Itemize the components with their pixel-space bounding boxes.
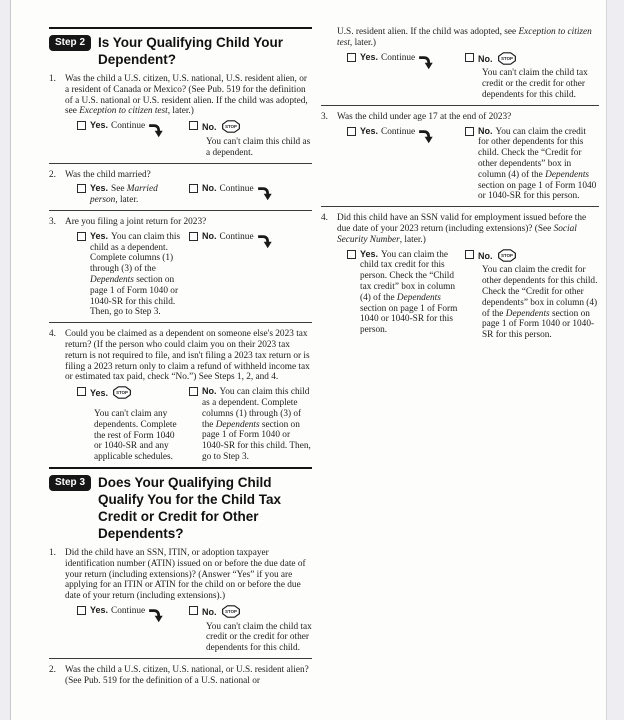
option-yes xyxy=(77,120,189,158)
yes-checkbox[interactable] xyxy=(347,250,356,259)
question-text: Are you filing a joint return for 2023? xyxy=(65,216,207,227)
question-text: U.S. resident alien. If the child was adopted, see Exception to citizen test, later.) xyxy=(337,27,592,48)
step2-badge: Step 2 xyxy=(49,35,91,51)
no-checkbox[interactable] xyxy=(465,250,474,259)
option-yes xyxy=(77,231,189,318)
question-number: 1. xyxy=(49,74,56,84)
left-column xyxy=(49,0,312,687)
continue-arrow-icon xyxy=(148,607,163,623)
step3-question-2 xyxy=(49,665,312,687)
section-top-rule xyxy=(49,27,312,29)
option-no xyxy=(189,605,312,654)
yes-label: Yes. xyxy=(90,604,109,615)
continue-arrow-icon xyxy=(257,185,272,201)
step2-question-4 xyxy=(49,329,312,463)
divider xyxy=(49,210,312,211)
option-no xyxy=(189,231,312,318)
option-no xyxy=(465,249,599,341)
yes-text: See Married person, later. xyxy=(90,184,158,206)
no-label: No. xyxy=(478,53,493,64)
no-label: No. xyxy=(478,250,493,261)
question-text: Was the child a U.S. citizen, U.S. national, or U.S. resident alien? (See Pub. 519 for the definition of a U.S. national or xyxy=(65,665,309,686)
question-text: Was the child a U.S. citizen, U.S. national, U.S. resident alien, or a resident of Canada or Mexico? (See Pub. 519 for the definition of a U.S. national or U.S. resident alien. If the child was adopted, see Exception to citizen test, later.) xyxy=(65,74,308,117)
yes-checkbox[interactable] xyxy=(77,232,86,241)
stop-icon xyxy=(498,249,516,262)
continue-arrow-icon xyxy=(418,54,433,70)
step3-heading xyxy=(49,474,312,542)
option-yes xyxy=(347,52,465,101)
question-number: 3. xyxy=(321,111,328,122)
step2-heading xyxy=(49,34,312,68)
yes-label: Yes. xyxy=(360,125,379,136)
option-no xyxy=(465,126,599,203)
step3-title: Does Your Qualifying Child Qualify You for the Child Tax Credit or Credit for Other Dependents? xyxy=(98,474,282,541)
divider xyxy=(321,105,599,106)
yes-checkbox[interactable] xyxy=(347,53,356,62)
question-text: Was the child married? xyxy=(65,169,151,180)
no-explanation: You can't claim the child tax credit or the credit for other dependents for this child. xyxy=(482,68,588,100)
yes-text: You can claim the child tax credit for this person. Check the “Child tax credit” box in column (4) of the Dependents section on page 1 of Form 1040 or 1040-SR for this person. xyxy=(360,249,458,336)
option-no xyxy=(189,386,312,463)
step3-question-1 xyxy=(49,548,312,654)
no-label: No. xyxy=(478,125,493,136)
no-label: No. xyxy=(202,386,217,397)
step2-question-1 xyxy=(49,74,312,159)
right-column xyxy=(321,0,599,341)
step2-title: Is Your Qualifying Child Your Dependent? xyxy=(98,35,284,67)
no-text: You can claim the credit for other dependents for this child. Check the “Credit for other dependents” box in column (4) of the Dependents section on page 1 of Form 1040 or 1040-SR for this person. xyxy=(478,126,597,202)
yes-explanation: You can't claim any dependents. Complete the rest of Form 1040 or 1040-SR and any applicable schedules. xyxy=(94,408,177,463)
yes-label: Yes. xyxy=(360,51,379,62)
no-checkbox[interactable] xyxy=(189,606,198,615)
option-yes xyxy=(77,605,189,654)
question-number: 2. xyxy=(49,665,56,676)
yes-label: Yes. xyxy=(90,120,109,131)
yes-checkbox[interactable] xyxy=(77,184,86,193)
stop-icon xyxy=(222,605,240,618)
option-no xyxy=(189,120,312,158)
no-label: No. xyxy=(202,183,217,194)
no-explanation: You can't claim this child as a dependent. xyxy=(206,136,311,158)
yes-checkbox[interactable] xyxy=(77,387,86,396)
no-checkbox[interactable] xyxy=(189,232,198,241)
divider xyxy=(321,206,599,207)
no-label: No. xyxy=(202,606,217,617)
question-number: 2. xyxy=(49,169,56,180)
no-label: No. xyxy=(202,230,217,241)
no-checkbox[interactable] xyxy=(189,387,198,396)
stop-icon xyxy=(222,120,240,133)
question-number: 4. xyxy=(321,213,328,224)
option-no xyxy=(189,183,312,206)
no-explanation: You can claim the credit for other dependents for this child. Check the “Credit for other dependents” box in column (4) of the Dependents section on page 1 of Form 1040 or 1040-SR for this person. xyxy=(482,265,598,341)
divider xyxy=(49,322,312,323)
no-checkbox[interactable] xyxy=(465,53,474,62)
no-checkbox[interactable] xyxy=(465,127,474,136)
option-yes xyxy=(77,386,189,463)
no-text: Continue xyxy=(219,231,254,242)
document-page xyxy=(10,0,607,720)
no-checkbox[interactable] xyxy=(189,184,198,193)
option-yes xyxy=(347,249,465,341)
divider xyxy=(49,163,312,164)
no-text: You can claim this child as a dependent. Complete columns (1) through (3) of the Dependents section on page 1 of Form 1040 or 1040-SR for this child. Then, go to Step 3. xyxy=(202,387,311,462)
yes-label: Yes. xyxy=(360,248,379,259)
question-text: Could you be claimed as a dependent on someone else's 2023 tax return? (If the person who could claim you on their 2023 tax return is not required to file, and isn't filing a 2023 tax return or is filing a 2023 return only to claim a refund of withheld income tax or estimated tax paid, check “No.”) See Steps 1, 2, and 4. xyxy=(65,329,310,383)
stop-icon xyxy=(113,386,131,399)
continue-arrow-icon xyxy=(148,122,163,138)
step2-question-2 xyxy=(49,170,312,206)
no-label: No. xyxy=(202,122,217,133)
continue-arrow-icon xyxy=(257,233,272,249)
yes-label: Yes. xyxy=(90,388,109,399)
yes-label: Yes. xyxy=(90,183,109,194)
step3-badge: Step 3 xyxy=(49,475,91,491)
question-number: 4. xyxy=(49,329,56,340)
no-checkbox[interactable] xyxy=(189,121,198,130)
yes-checkbox[interactable] xyxy=(77,121,86,130)
step3-question-3 xyxy=(321,112,599,202)
question-text: Did the child have an SSN, ITIN, or adoption taxpayer identification number (ATIN) issued on or before the due date of your return (including extensions)? (Answer “Yes” if you are applying for an ITIN or ATIN for the child on or before the due date of your return (including extensions).) xyxy=(65,547,306,602)
stop-icon xyxy=(498,52,516,65)
yes-checkbox[interactable] xyxy=(347,127,356,136)
option-yes xyxy=(77,183,189,206)
step3-question-2-continued xyxy=(321,27,599,101)
yes-checkbox[interactable] xyxy=(77,606,86,615)
no-explanation: You can't claim the child tax credit or the credit for other dependents for this child. xyxy=(206,621,312,654)
step2-question-3 xyxy=(49,217,312,318)
continue-arrow-icon xyxy=(418,128,433,144)
yes-text: Continue xyxy=(111,121,146,132)
section-end-rule xyxy=(49,467,312,469)
question-text: Was the child under age 17 at the end of 2023? xyxy=(337,111,512,122)
question-number: 3. xyxy=(49,216,56,227)
no-text: Continue xyxy=(219,184,254,195)
question-text: Did this child have an SSN valid for employment issued before the due date of your 2023 return (including extensions)? (See Social Security Number, later.) xyxy=(337,213,587,245)
step3-question-4 xyxy=(321,213,599,341)
question-number: 1. xyxy=(49,547,56,558)
divider xyxy=(49,658,312,659)
yes-text: Continue xyxy=(381,52,416,63)
yes-text: Continue xyxy=(381,126,416,137)
yes-text: You can claim this child as a dependent. Complete columns (1) through (3) of the Dependents section on page 1 of Form 1040 or 1040-SR for this child. Then, go to Step 3. xyxy=(90,231,181,318)
option-no xyxy=(465,52,599,101)
yes-text: Continue xyxy=(111,605,146,616)
option-yes xyxy=(347,126,465,203)
yes-label: Yes. xyxy=(90,230,109,241)
